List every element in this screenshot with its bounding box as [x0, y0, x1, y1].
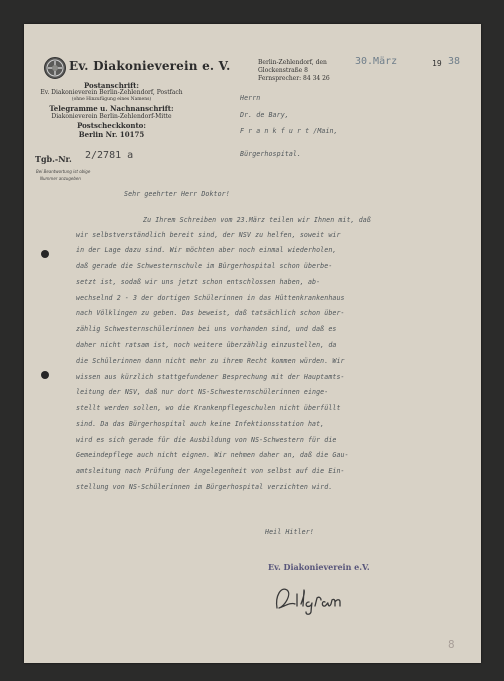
letter-sheet: [24, 24, 481, 663]
organization-emblem-icon: [44, 57, 66, 79]
phone-line: Fernsprecher: 84 34 26: [258, 75, 330, 82]
date-year-suffix: 38: [448, 56, 461, 67]
body-line: wird es sich gerade für die Ausbildung von NS-Schwestern für die: [76, 436, 337, 444]
body-line: daß gerade die Schwesternschule im Bürgerhospital schon überbe-: [76, 262, 333, 270]
body-line: leitung der NSV, daß nur dort NS-Schwesternschülerinnen einge-: [76, 388, 329, 396]
recipient-city: F r a n k f u r t /Main,: [240, 127, 338, 135]
body-line: wir selbstverständlich bereit sind, der NSV zu helfen, soweit wir: [76, 231, 341, 239]
date-day-month: 30.März: [355, 56, 398, 67]
recipient-name: Dr. de Bary,: [240, 111, 289, 119]
recipient-institution: Bürgerhospital.: [240, 150, 302, 158]
reference-number: 2/2781 a: [85, 150, 134, 161]
body-line: Gemeindepflege auch nicht eignen. Wir nehmen daher an, daß die Gau-: [76, 451, 349, 459]
greeting: Sehr geehrter Herr Doktor!: [124, 190, 230, 198]
body-line: die Schülerinnen dann nicht mehr zu ihrem Recht kommen würden. Wir: [76, 357, 345, 365]
body-line: setzt ist, sodaß wir uns jetzt schon entschlossen haben, ab-: [76, 278, 321, 286]
postcheck-value: Berlin Nr. 10175: [78, 130, 145, 139]
organization-name: Ev. Diakonieverein e. V.: [69, 59, 231, 73]
body-line: sind. Da das Bürgerhospital auch keine Infektionsstation hat,: [76, 420, 325, 428]
body-line: Zu Ihrem Schreiben vom 23.März teilen wir Ihnen mit, daß: [143, 216, 371, 224]
closing-greeting: Heil Hitler!: [265, 528, 314, 536]
organization-stamp: Ev. Diakonieverein e.V.: [268, 562, 370, 572]
reference-label: Tgb.-Nr.: [35, 154, 72, 164]
telegram-value: Diakonieverein Berlin-Zehlendorf-Mitte: [51, 113, 172, 120]
body-line: wechselnd 2 - 3 der dortigen Schülerinnen in das Hüttenkrankenhaus: [76, 294, 345, 302]
address-line-2: Glockenstraße 8: [258, 67, 308, 74]
recipient-salutation: Herrn: [240, 94, 261, 102]
body-line: stellung von NS-Schülerinnen im Bürgerhospital verzichten wird.: [76, 483, 333, 491]
body-line: amtsleitung nach Prüfung der Angelegenheit von selbst auf die Ein-: [76, 467, 345, 475]
body-line: nach Völklingen zu geben. Das beweist, daß tatsächlich schon über-: [76, 309, 345, 317]
punch-hole: [41, 371, 49, 379]
page-number: 8: [448, 638, 455, 651]
telegram-label: Telegramme u. Nachnanschrift:: [49, 104, 174, 113]
postal-value: Ev. Diakonieverein Berlin-Zehlendorf, Postfach: [40, 89, 183, 96]
handwritten-signature: [271, 582, 361, 616]
body-line: zählig Schwesternschülerinnen bei uns vorhanden sind, und daß es: [76, 325, 337, 333]
reference-note-2: Nummer anzugeben: [40, 176, 81, 181]
postal-note: (ohne Hinzufügung eines Namens): [71, 97, 152, 102]
punch-hole: [41, 250, 49, 258]
body-line: in der Lage dazu sind. Wir möchten aber noch einmal wiederholen,: [76, 246, 337, 254]
date-year-prefix: 19: [432, 59, 442, 68]
body-line: wissen aus kürzlich stattgefundener Besprechung mit der Hauptamts-: [76, 373, 345, 381]
address-line-1: Berlin-Zehlendorf, den: [258, 59, 327, 66]
reference-note-1: Bei Beantwortung ist obige: [36, 169, 91, 174]
postal-label: Postanschrift:: [83, 81, 139, 90]
postcheck-label: Postscheckkonto:: [77, 121, 146, 130]
body-line: stellt werden sollen, wo die Krankenpflegeschulen nicht überfüllt: [76, 404, 341, 412]
body-line: daher nicht ratsam ist, noch weitere überzählig einzustellen, da: [76, 341, 337, 349]
